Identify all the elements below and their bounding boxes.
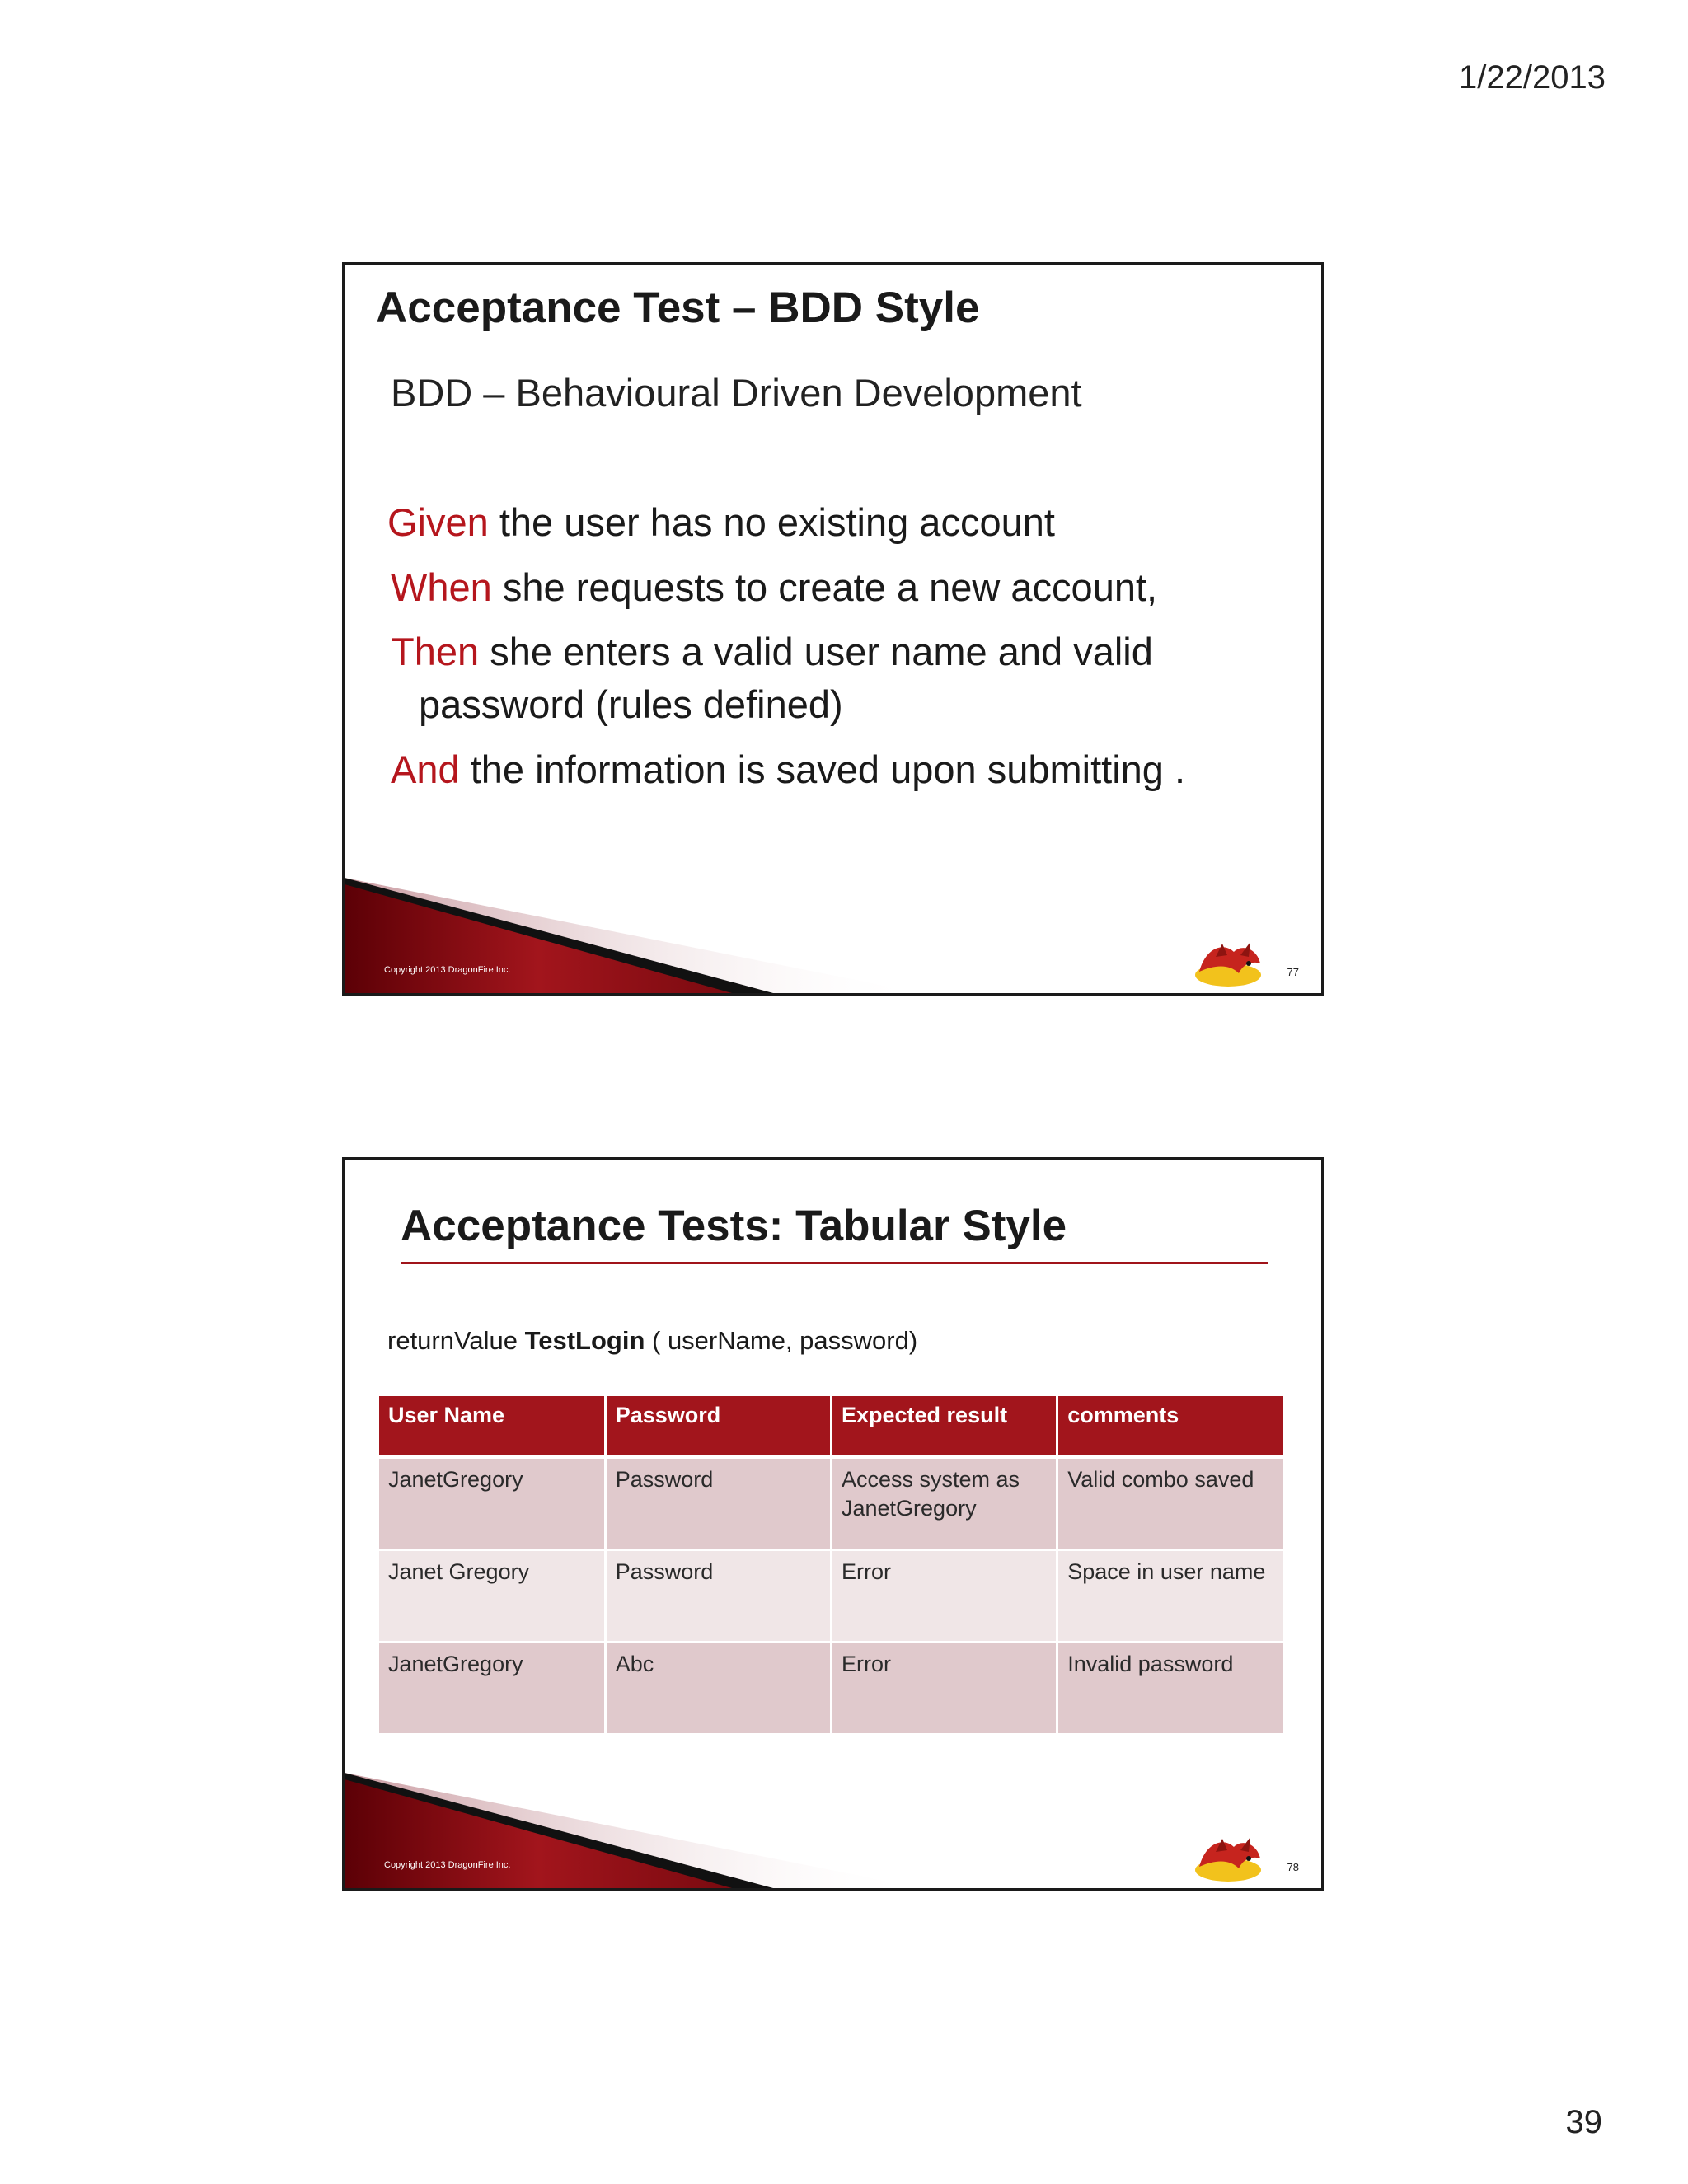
- slide-bdd-style: [342, 262, 1324, 996]
- table-cell: Error: [832, 1643, 1057, 1735]
- table-cell: JanetGregory: [379, 1643, 605, 1735]
- keyword-and: And: [391, 748, 460, 791]
- keyword-given: Given: [387, 500, 489, 544]
- and-text: the information is saved upon submitting .: [459, 748, 1186, 791]
- footer-swoosh: [345, 878, 921, 993]
- footer-swoosh: [345, 1773, 921, 1888]
- then-text: she enters a valid user name and valid: [479, 630, 1153, 673]
- table-cell: Error: [832, 1550, 1057, 1643]
- table-row: [379, 1457, 1283, 1550]
- table-cell: Valid combo saved: [1057, 1457, 1283, 1550]
- given-text: the user has no existing account: [488, 500, 1055, 544]
- when-text: she requests to create a new account,: [491, 565, 1158, 609]
- table-header-cell: comments: [1057, 1396, 1283, 1457]
- and-line: [391, 747, 1185, 792]
- page-date: 1/22/2013: [1459, 59, 1606, 96]
- page-number: 39: [1565, 2104, 1602, 2140]
- title-underline: [401, 1262, 1268, 1264]
- table-header-cell: User Name: [379, 1396, 605, 1457]
- table-cell: Space in user name: [1057, 1550, 1283, 1643]
- table-header-row: [379, 1396, 1283, 1457]
- keyword-when: When: [391, 565, 492, 609]
- signature-prefix: returnValue: [387, 1326, 525, 1355]
- table-row: [379, 1550, 1283, 1643]
- keyword-then: Then: [391, 630, 480, 673]
- table-cell: Abc: [605, 1643, 831, 1735]
- then-line: [391, 629, 1153, 674]
- table-row: [379, 1643, 1283, 1735]
- table-cell: Invalid password: [1057, 1643, 1283, 1735]
- copyright: Copyright 2013 DragonFire Inc.: [384, 1860, 511, 1870]
- slide-tabular-style: [342, 1157, 1324, 1891]
- table-header-cell: Password: [605, 1396, 831, 1457]
- copyright: Copyright 2013 DragonFire Inc.: [384, 965, 511, 975]
- given-line: [387, 499, 1055, 545]
- then-continuation: password (rules defined): [419, 682, 843, 726]
- function-signature: [387, 1326, 917, 1356]
- table-cell: JanetGregory: [379, 1457, 605, 1550]
- table-cell: Password: [605, 1550, 831, 1643]
- table-cell: Password: [605, 1457, 831, 1550]
- signature-args: ( userName, password): [645, 1326, 918, 1355]
- table-cell: Janet Gregory: [379, 1550, 605, 1643]
- slide-title: Acceptance Test – BDD Style: [376, 284, 980, 332]
- slide-number: 77: [1287, 966, 1299, 978]
- slide-number: 78: [1287, 1861, 1299, 1873]
- dragonfire-logo-icon: [1191, 1834, 1265, 1885]
- dragonfire-logo-icon: [1191, 939, 1265, 990]
- slide-title: Acceptance Tests: Tabular Style: [401, 1202, 1067, 1250]
- table-header-cell: Expected result: [832, 1396, 1057, 1457]
- acceptance-test-table: [379, 1396, 1283, 1736]
- when-line: [391, 565, 1157, 610]
- table-cell: Access system as JanetGregory: [832, 1457, 1057, 1550]
- slide-subtitle: BDD – Behavioural Driven Development: [391, 371, 1082, 415]
- signature-function: TestLogin: [524, 1326, 645, 1355]
